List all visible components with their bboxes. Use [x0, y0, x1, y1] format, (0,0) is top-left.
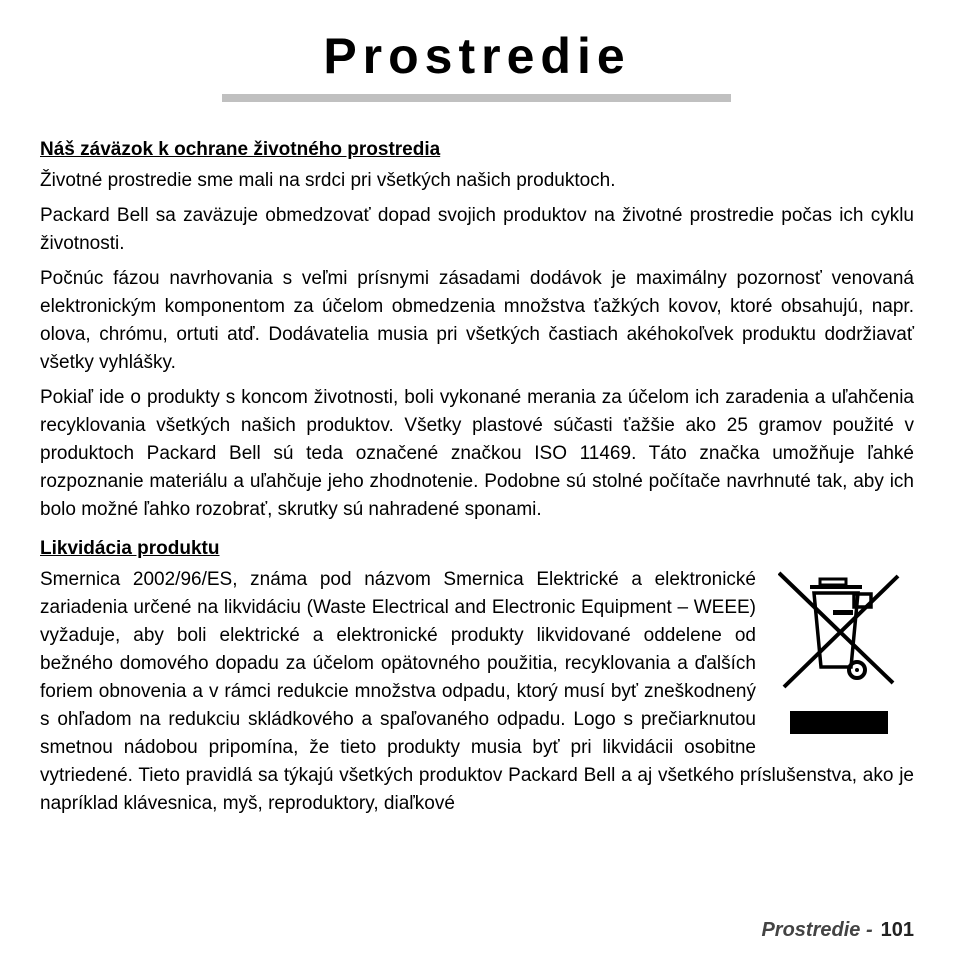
paragraph: Packard Bell sa zaväzuje obmedzovať dopad svojich produktov na životné prostredie počas ich cyklu životnosti.	[40, 205, 914, 254]
page-footer	[761, 916, 914, 944]
section-heading-disposal: Likvidácia produktu	[40, 538, 220, 559]
footer-label: Prostredie -	[761, 919, 873, 941]
page-title: Prostredie	[323, 28, 631, 84]
weee-logo	[778, 566, 914, 752]
crossed-out-wheelie-bin-icon	[778, 566, 914, 752]
paragraph: Životné prostredie sme mali na srdci pri všetkých našich produktoch.	[40, 170, 616, 191]
page-content	[40, 136, 914, 825]
paragraph: Počnúc fázou navrhovania s veľmi prísnymi zásadami dodávok je maximálny pozornosť venovaná elektronickým komponentom za účelom obmedzenia množstva ťažkých kovov, ktoré obsahujú, napr. olova, chrómu, ortuti atď. Dodávatelia musia pri všetkých častiach akéhokoľvek produktu dodržiavať všetky vyhlášky.	[40, 268, 914, 373]
title-underline	[222, 94, 731, 102]
page-number: 101	[880, 919, 914, 941]
paragraph: Pokiaľ ide o produkty s koncom životnosti, boli vykonané merania za účelom ich zaradenia a uľahčenia recyklovania všetkých našich produktov. Všetky plastové súčasti ťažšie ako 25 gramov použité v produktoch Packard Bell sú teda označené značkou ISO 11469. Táto značka umožňuje ľahké rozpoznanie materiálu a uľahčuje jeho zhodnotenie. Podobne sú stolné počítače navrhnuté tak, aby ich bolo možné ľahko rozobrať, skrutky sú nahradené sponami.	[40, 387, 914, 520]
section-heading-environment: Náš záväzok k ochrane životného prostredia	[40, 139, 441, 160]
paragraph: Smernica 2002/96/ES, známa pod názvom Smernica Elektrické a elektronické zariadenia určené na likvidáciu (Waste Electrical and Electronic Equipment – WEEE) vyžaduje, aby boli elektrické a elektronické produkty likvidované oddelene od bežného domového dopadu za účelom opätovného použitia, recyklovania a ďalších foriem obnovenia a v rámci redukcie množstva odpadu, ktorý musí byť zneškodnený s ohľadom na redukciu skládkového a spaľovaného odpadu. Logo s prečiarknutou smetnou nádobou pripomína, že tieto produkty musia byť pri likvidácii osobitne vytriedené. Tieto pravidlá sa týkajú všetkých produktov Packard Bell a aj všetkého príslušenstva, ako je napríklad klávesnica, myš, reproduktory, diaľkové	[40, 569, 914, 814]
